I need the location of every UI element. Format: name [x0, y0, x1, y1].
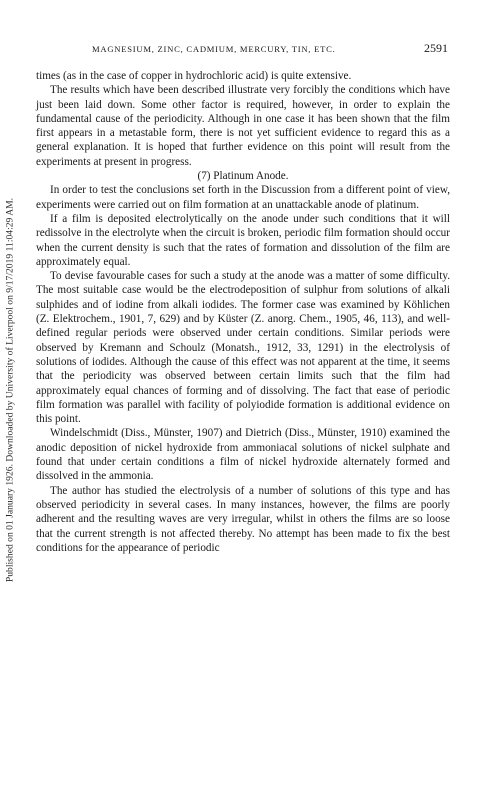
paragraph-5: To devise favourable cases for such a study at the anode was a matter of some difficulty. The most suitable case would be the electrodeposition of sulphur from solutions of alkali sulphides and of iodine from alkali iodides. The former case was examined by Köhlichen (Z. Elektrochem., 1901, 7, 629) and by Küster (Z. anorg. Chem., 1905, 46, 113), and well-defined regular periods were observed under certain conditions. Similar periods were observed by Kremann and Schoulz (Monatsh., 1912, 33, 1291) in the electrolysis of solutions of iodides. Although the cause of this effect was not apparent at the time, it seems that the periodicity was observed between certain limits such that the film had approximately equal chances of forming and of dissolving. The fact that ease of periodic film formation was parallel with facility of polyiodide formation is additional evidence on this point.: [36, 270, 450, 426]
paragraph-4: If a film is deposited electrolytically on the anode under such conditions that it will redissolve in the electrolyte when the circuit is broken, periodic film formation should occur when the current density is such that the rates of formation and dissolution of the film are approximately equal.: [36, 212, 450, 268]
download-watermark: [2, 60, 18, 720]
section-heading: (7) Platinum Anode.: [197, 170, 289, 183]
paragraph-3: In order to test the conclusions set forth in the Discussion from a different point of view, experiments were carried out on film formation at an unattackable anode of platinum.: [36, 184, 450, 211]
download-watermark-text: Published on 01 January 1926. Downloaded by University of Liverpool on 9/17/2019 11:04:29 AM.: [4, 197, 16, 583]
paragraph-1: times (as in the case of copper in hydrochloric acid) is quite extensive.: [36, 70, 352, 82]
running-head: MAGNESIUM, ZINC, CADMIUM, MERCURY, TIN, ETC.: [92, 44, 336, 54]
paragraph-6: Windelschmidt (Diss., Münster, 1907) and Dietrich (Diss., Münster, 1910) examined the anodic deposition of nickel hydroxide from ammoniacal solutions of nickel sulphate and found that under certain conditions a film of nickel hydroxide alternately formed and dissolved in the ammonia.: [36, 427, 450, 483]
page-header: [36, 41, 450, 57]
paragraph-2: The results which have been described illustrate very forcibly the conditions which have just been laid down. Some other factor is required, however, in order to explain the fundamental cause of the periodicity. Although in one case it has been shown that the film first appears in a metastable form, there is not yet sufficient evidence to regard this as a general explanation. It is hoped that further evidence on this point will result from the experiments at present in progress.: [36, 84, 450, 168]
paragraph-7: The author has studied the electrolysis of a number of solutions of this type and has observed periodicity in several cases. In many instances, however, the films are poorly adherent and the resulting waves are very irregular, whilst in others the films are so loose that the current strength is not affected thereby. No attempt has been made to fix the best conditions for the appearance of periodic: [36, 484, 450, 554]
article-body: [36, 69, 450, 555]
page-number: 2591: [424, 41, 448, 55]
